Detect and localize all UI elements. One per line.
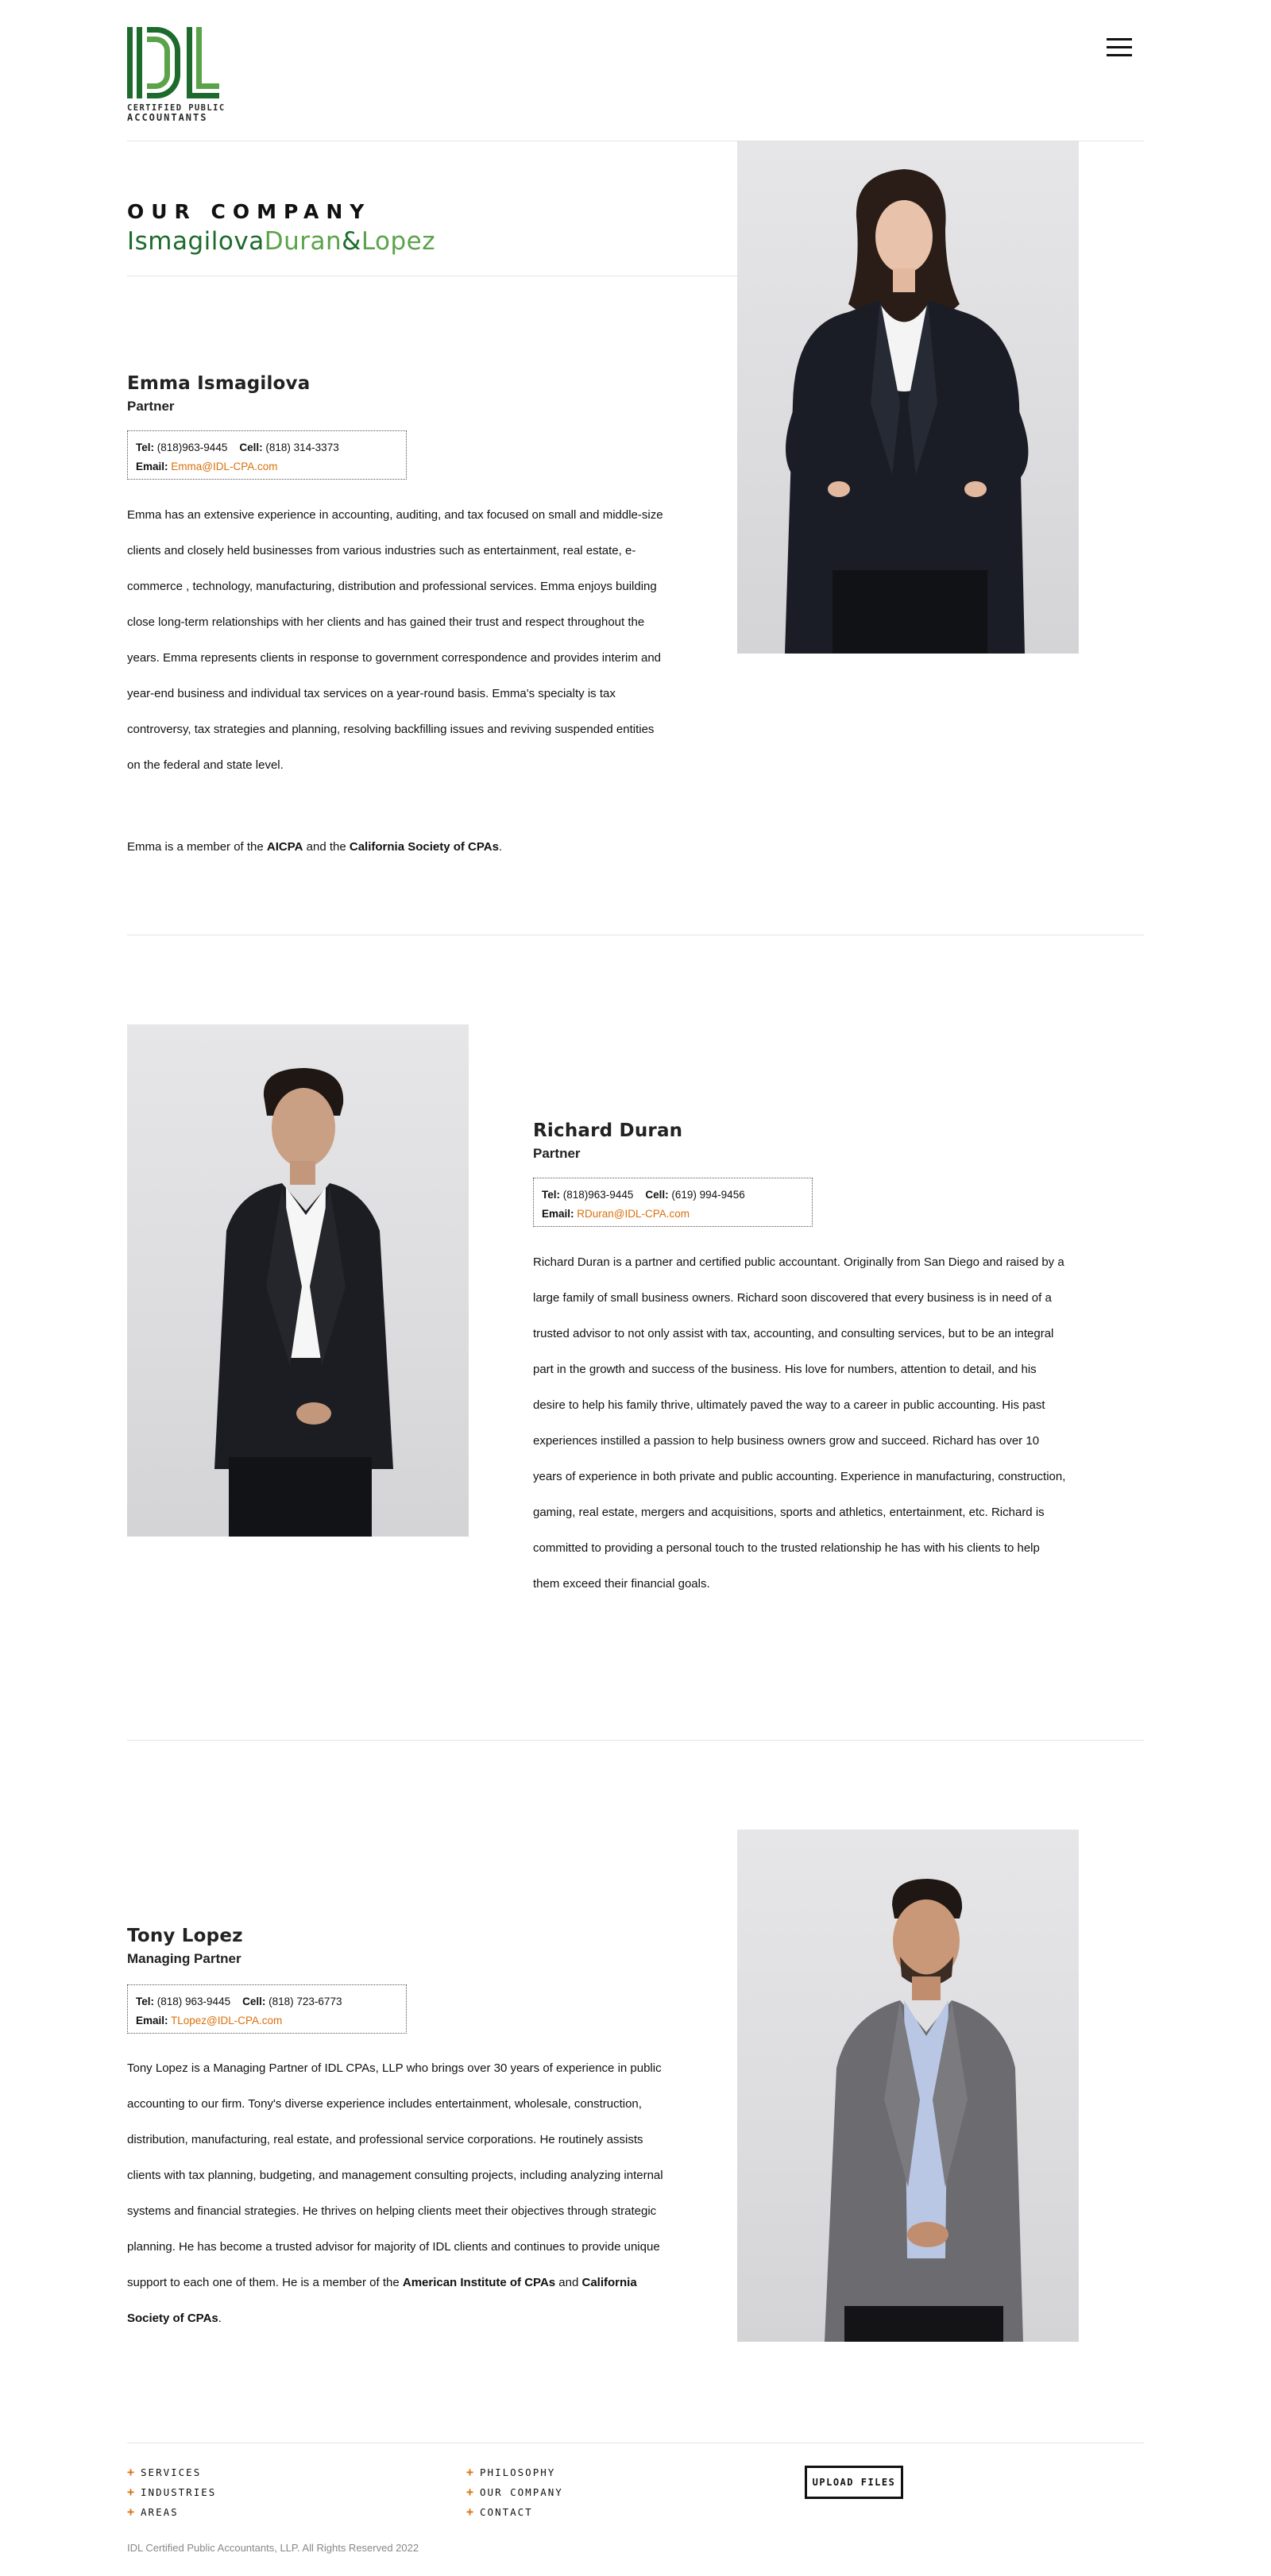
footer-link-our-company[interactable]	[466, 2482, 563, 2502]
company-name-part: Ismagilova	[127, 227, 265, 256]
contact-email-row	[136, 457, 398, 476]
email-label: Email:	[136, 2015, 168, 2026]
person-name: Tony Lopez	[127, 1926, 243, 1946]
hamburger-menu-icon[interactable]	[1107, 38, 1132, 57]
footer-link-contact[interactable]	[466, 2502, 563, 2522]
contact-box	[533, 1178, 813, 1227]
tel-label: Tel:	[136, 442, 154, 453]
email-label: Email:	[136, 461, 168, 472]
contact-phone-row	[136, 1992, 398, 2011]
person-bio: Emma has an extensive experience in accounting, auditing, and tax focused on small and middle-size clients and closely held businesses from various industries such as entertainment, real estate, e-commerce , technology, manufacturing, distribution and professional services. Emma enjoys building close long-term relationships with her clients and has gained their trust and respect throughout the years. Emma represents clients in response to government correspondence and provides interim and year-end business and individual tax services on a year-round basis. Emma's specialty is tax controversy, tax strategies and planning, resolving backfilling issues and reviving suspended entities on the federal and state level.	[127, 508, 663, 772]
membership-org: California Society of CPAs	[127, 2276, 637, 2325]
contact-email-row	[542, 1205, 804, 1224]
idl-logo[interactable]	[127, 27, 226, 125]
contact-box	[127, 430, 407, 480]
plus-icon: +	[127, 2485, 137, 2499]
company-name-part: Lopez	[361, 227, 436, 256]
footer-link-label: AREAS	[141, 2506, 179, 2518]
logo-text	[127, 103, 230, 122]
cell-number[interactable]: (818) 723-6773	[268, 1996, 342, 2007]
cell-label: Cell:	[242, 1996, 266, 2007]
membership-org: American Institute of CPAs	[402, 2276, 556, 2289]
footer-link-label: OUR COMPANY	[480, 2486, 563, 2498]
person-bio	[127, 2050, 667, 2336]
plus-icon: +	[127, 2505, 137, 2519]
membership-org: AICPA	[266, 840, 303, 854]
person-name: Richard Duran	[533, 1120, 683, 1141]
contact-email-row	[136, 2011, 398, 2030]
copyright-text: IDL Certified Public Accountants, LLP. All Rights Reserved 2022	[127, 2542, 419, 2554]
membership-text	[127, 840, 502, 854]
membership-mid: and the	[303, 840, 350, 854]
cell-label: Cell:	[239, 442, 263, 453]
cell-number[interactable]: (818) 314-3373	[265, 442, 339, 453]
footer-link-label: INDUSTRIES	[141, 2486, 217, 2498]
membership-mid: and	[555, 2276, 582, 2289]
person-title: Partner	[533, 1146, 581, 1161]
plus-icon: +	[466, 2485, 476, 2499]
plus-icon: +	[466, 2505, 476, 2519]
logo-text-line2: ACCOUNTANTS	[127, 112, 208, 123]
tony-portrait-photo	[737, 1830, 1079, 2342]
tel-number[interactable]: (818) 963-9445	[156, 1996, 231, 2007]
cell-label: Cell:	[645, 1189, 669, 1201]
tel-label: Tel:	[136, 1996, 154, 2007]
email-link[interactable]: RDuran@IDL-CPA.com	[577, 1208, 690, 1220]
footer-link-label: PHILOSOPHY	[480, 2466, 556, 2478]
emma-portrait-photo	[737, 141, 1079, 654]
plus-icon: +	[466, 2465, 476, 2479]
footer-link-areas[interactable]	[127, 2502, 216, 2522]
contact-box	[127, 1984, 407, 2034]
idl-logo-mark-icon	[127, 27, 219, 98]
company-name-part: Duran	[264, 227, 342, 256]
footer-nav-column-2	[466, 2462, 563, 2522]
tel-number[interactable]: (818)963-9445	[562, 1189, 634, 1201]
person-title: Managing Partner	[127, 1951, 241, 1966]
footer-link-services[interactable]	[127, 2462, 216, 2482]
tel-label: Tel:	[542, 1189, 560, 1201]
person-title: Partner	[127, 399, 175, 414]
person-name: Emma Ismagilova	[127, 373, 311, 394]
bio-text: Tony Lopez is a Managing Partner of IDL CPAs, LLP who brings over 30 years of experience in public accounting to our firm. Tony's diverse experience includes entertainment, wholesale, construction, distribution, manufacturing, real estate, and professional service corporations. He routinely assists clients with tax planning, budgeting, and management consulting projects, including analyzing internal systems and financial strategies. He thrives on helping clients meet their objectives through strategic planning. He has become a trusted advisor for majority of IDL clients and continues to provide unique support to each one of them. He is a member of the	[127, 2061, 663, 2289]
contact-phone-row	[542, 1186, 804, 1205]
company-name	[127, 227, 435, 256]
company-name-part: &	[342, 227, 361, 256]
membership-prefix: Emma is a member of the	[127, 840, 267, 854]
membership-suffix: .	[498, 840, 503, 854]
richard-portrait-photo	[127, 1024, 469, 1537]
footer-link-label: CONTACT	[480, 2506, 533, 2518]
membership-org: California Society of CPAs	[349, 840, 499, 854]
site-header	[127, 0, 1144, 141]
tel-number[interactable]: (818)963-9445	[156, 442, 228, 453]
logo-text-line1: CERTIFIED PUBLIC	[127, 103, 226, 113]
company-heading-block	[127, 141, 737, 276]
footer-nav-column-1	[127, 2462, 216, 2522]
section-divider	[127, 1740, 1144, 1741]
footer-link-industries[interactable]	[127, 2482, 216, 2502]
upload-files-button[interactable]: UPLOAD FILES	[805, 2466, 903, 2499]
email-label: Email:	[542, 1208, 574, 1220]
footer-link-label: SERVICES	[141, 2466, 202, 2478]
site-footer	[127, 2443, 1144, 2576]
footer-link-philosophy[interactable]	[466, 2462, 563, 2482]
email-link[interactable]: TLopez@IDL-CPA.com	[171, 2015, 283, 2026]
membership-suffix: .	[218, 2312, 222, 2325]
section-eyebrow: OUR COMPANY	[127, 200, 372, 223]
plus-icon: +	[127, 2465, 137, 2479]
contact-phone-row	[136, 438, 398, 457]
cell-number[interactable]: (619) 994-9456	[671, 1189, 745, 1201]
person-bio: Richard Duran is a partner and certified public accountant. Originally from San Diego and raised by a large family of small business owners. Richard soon discovered that every business is in need of a trusted advisor to not only assist with tax, accounting, and consulting services, but to be an integral part in the growth and success of the business. His love for numbers, attention to detail, and his desire to help his family thrive, ultimately paved the way to a career in public accounting. His past experiences instilled a passion to help business owners grow and succeed. Richard has over 10 years of experience in both private and public accounting. Experience in manufacturing, construction, gaming, real estate, mergers and acquisitions, sports and athletics, entertainment, etc. Richard is committed to providing a personal touch to the trusted relationship he has with his clients to help them exceed their financial goals.	[533, 1255, 1066, 1591]
email-link[interactable]: Emma@IDL-CPA.com	[171, 461, 278, 472]
